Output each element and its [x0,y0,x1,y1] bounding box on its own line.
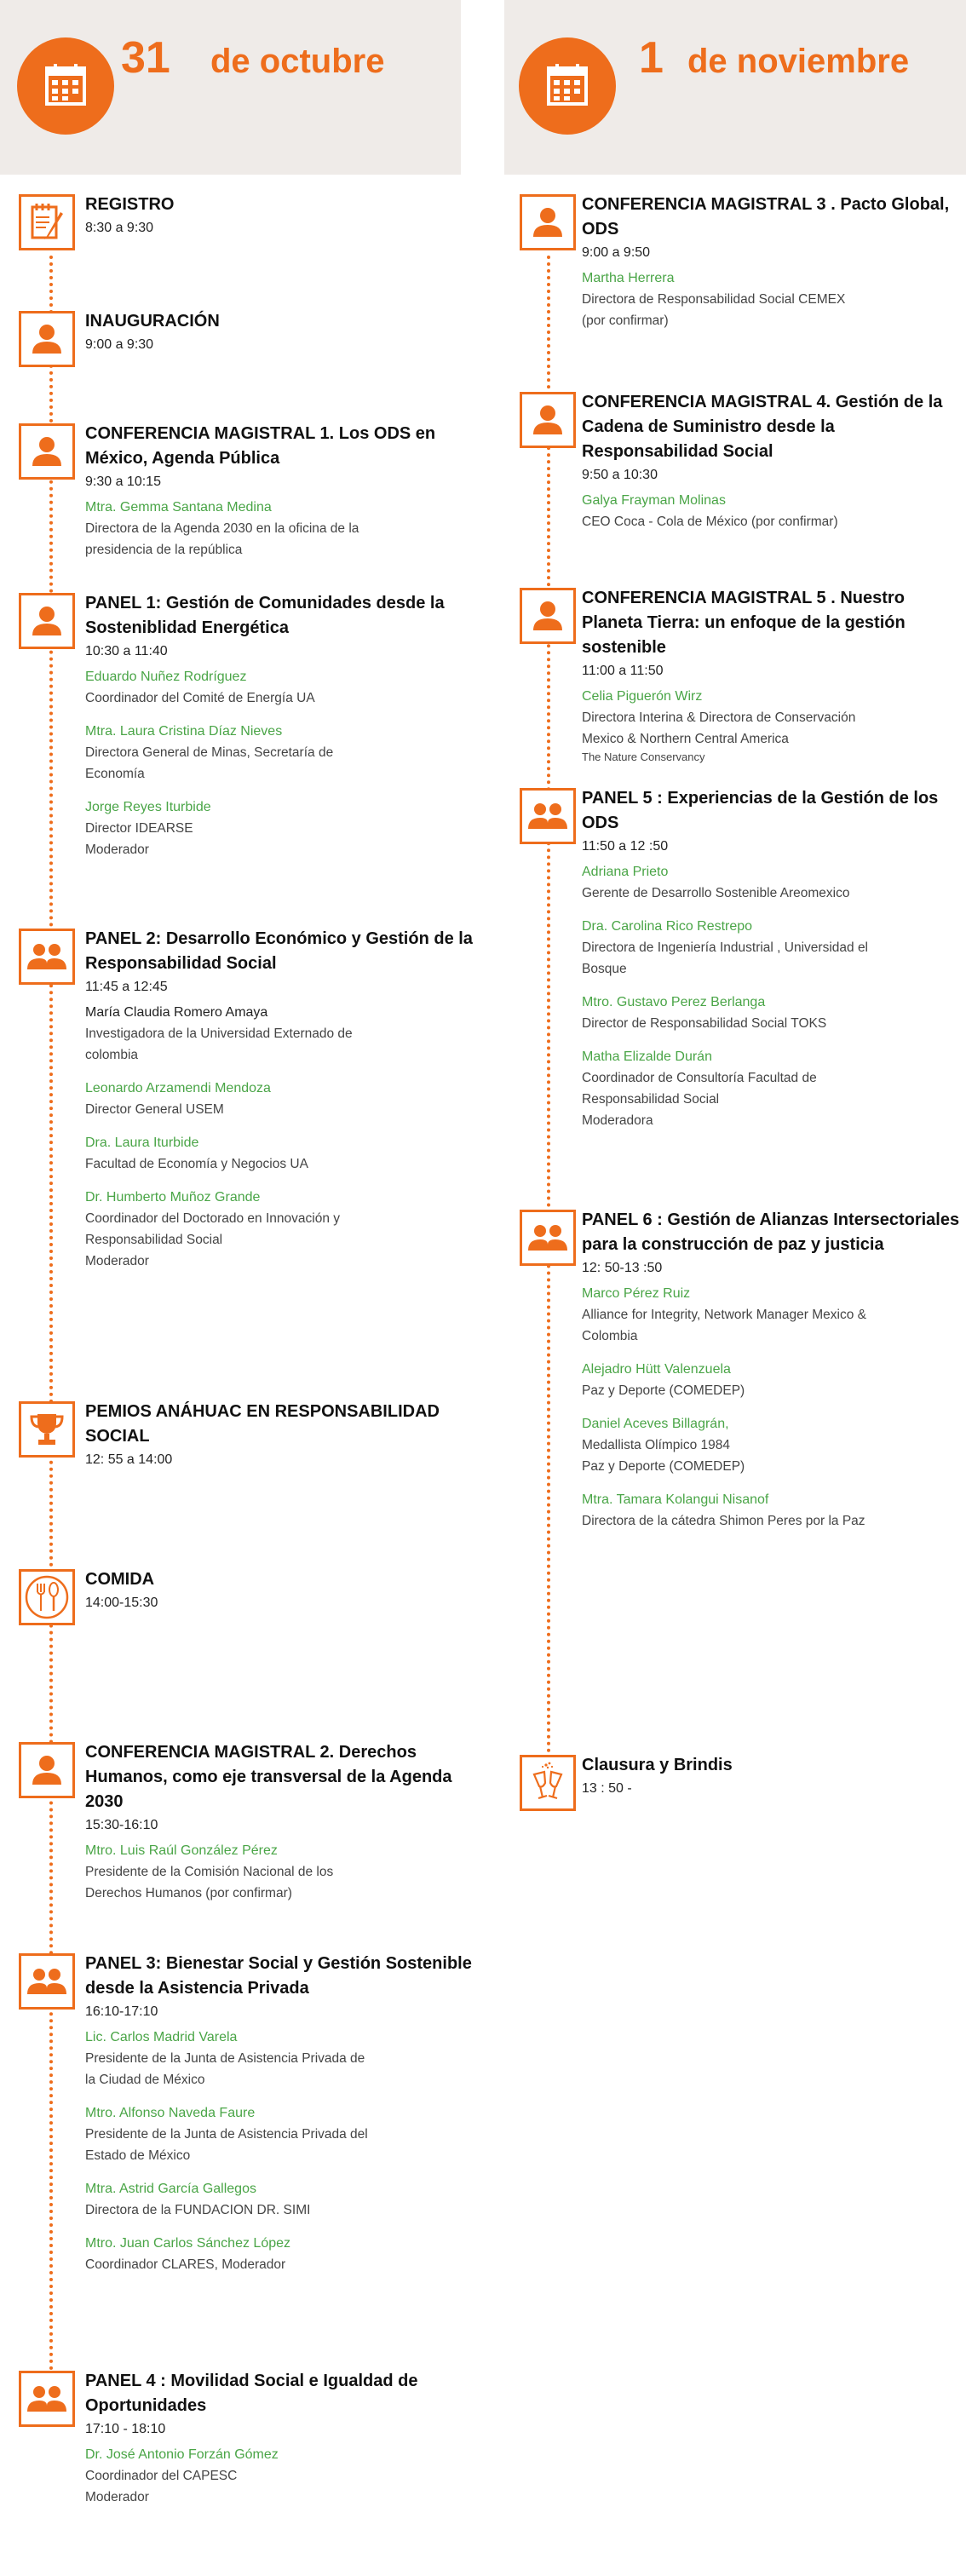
speaker [582,916,961,980]
event-time: 10:30 a 11:40 [85,644,168,658]
speaker-role: Directora de la Agenda 2030 en la oficina de la presidencia de la república [85,521,359,557]
speaker-name: Martha Herrera [582,271,675,285]
speaker-role: Paz y Deporte (COMEDEP) [582,1383,745,1398]
speaker [582,1283,961,1347]
event-details [582,193,961,331]
person-icon [19,593,75,649]
speaker-role: Directora de Responsabilidad Social CEMEX (por confirmar) [582,292,846,328]
speaker [85,2233,494,2275]
speaker-role: Coordinador de Consultoría Facultad de Responsabilidad Social Moderadora [582,1071,817,1128]
group-icon [520,788,576,844]
speaker [85,497,494,561]
speaker-role: Presidente de la Junta de Asistencia Privada del Estado de México [85,2127,368,2163]
speaker [85,666,494,709]
event-title: COMIDA [85,1570,155,1589]
event-time: 12: 50-13 :50 [582,1261,663,1275]
event-time: 9:00 a 9:50 [582,245,651,260]
speaker-role: Coordinador CLARES, Moderador [85,2257,286,2272]
speaker [582,686,961,765]
speaker [582,1046,961,1131]
event-time: 11:45 a 12:45 [85,980,168,994]
event-details [582,1208,961,1532]
group-icon [19,1953,75,2010]
event-time: 9:00 a 9:30 [85,337,154,352]
day1-timeline [49,256,53,2406]
speaker [582,861,961,904]
champagne-icon [520,1755,576,1811]
cutlery-icon [19,1569,75,1625]
speaker-name: Mtro. Alfonso Naveda Faure [85,2106,256,2120]
speaker-role: Presidente de la Comisión Nacional de los Derechos Humanos (por confirmar) [85,1865,334,1900]
event-time: 8:30 a 9:30 [85,221,154,235]
event-details [85,193,494,238]
speaker-role: Directora de Ingeniería Industrial , Universidad el Bosque [582,940,869,976]
speaker [85,2178,494,2221]
speaker-role: Director General USEM [85,1102,224,1117]
speaker [582,1489,961,1532]
event-time: 9:50 a 10:30 [582,468,658,482]
speaker-role: Coordinador del Comité de Energía UA [85,691,315,705]
day1-day: 31 [121,33,170,83]
calendar-icon [17,37,114,135]
speaker [582,992,961,1034]
speaker-name: Dr. José Antonio Forzán Gómez [85,2447,279,2462]
day1-month: de octubre [210,43,385,80]
speaker-name: Mtra. Astrid García Gallegos [85,2182,256,2196]
day1-header [0,0,461,175]
speaker [582,1359,961,1401]
notepad-icon [19,194,75,250]
speaker [582,1413,961,1477]
speaker [85,1840,494,1904]
event-details [582,786,961,1131]
group-icon [19,2371,75,2427]
event-details [85,1952,494,2275]
person-icon [19,423,75,480]
trophy-icon [19,1401,75,1458]
speaker [85,2027,494,2090]
speaker-name: Lic. Carlos Madrid Varela [85,2030,238,2044]
speaker-role: Medallista Olímpico 1984 Paz y Deporte (COMEDEP) [582,1438,745,1474]
speaker-role: Directora General de Minas, Secretaría de Economía [85,745,334,781]
event-title: PANEL 5 : Experiencias de la Gestión de los ODS [582,789,939,832]
speaker-name: Mtra. Laura Cristina Díaz Nieves [85,724,283,739]
speaker-name: Dra. Carolina Rico Restrepo [582,919,753,934]
event-title: PANEL 4 : Movilidad Social e Igualdad de Oportunidades [85,2372,418,2415]
speaker [85,1132,494,1175]
speaker-name: María Claudia Romero Amaya [85,1005,268,1020]
calendar-icon [519,37,616,135]
person-icon [19,311,75,367]
event-details [85,309,494,354]
event-time: 15:30-16:10 [85,1818,158,1832]
event-time: 13 : 50 - [582,1781,632,1796]
speaker-name: Mtra. Tamara Kolangui Nisanof [582,1492,769,1507]
event-title: REGISTRO [85,195,175,214]
speaker-name: Daniel Aceves Billagrán, [582,1417,729,1431]
speaker [582,490,961,532]
day2-header [504,0,966,175]
group-icon [19,929,75,985]
event-title: CONFERENCIA MAGISTRAL 3 . Pacto Global, ODS [582,195,950,239]
event-title: PANEL 6 : Gestión de Alianzas Intersectoriales para la construcción de paz y justicia [582,1210,960,1254]
event-title: CONFERENCIA MAGISTRAL 1. Los ODS en México, Agenda Pública [85,424,436,468]
speaker-name: Mtro. Gustavo Perez Berlanga [582,995,766,1009]
event-details [85,1567,494,1613]
speaker-name: Mtra. Gemma Santana Medina [85,500,272,515]
person-icon [19,1742,75,1798]
event-details [85,591,494,860]
event-title: CONFERENCIA MAGISTRAL 4. Gestión de la Cadena de Suministro desde la Responsabilidad Social [582,393,943,461]
speaker [85,1078,494,1120]
event-title: CONFERENCIA MAGISTRAL 2. Derechos Humanos, como eje transversal de la Agenda 2030 [85,1743,452,1811]
speaker [85,721,494,785]
speaker-role: Directora de la cátedra Shimon Peres por la Paz [582,1514,865,1528]
speaker-name: Eduardo Nuñez Rodríguez [85,670,247,684]
speaker [85,1002,494,1066]
event-time: 17:10 - 18:10 [85,2422,166,2436]
event-details [582,1753,961,1798]
speaker-name: Mtro. Juan Carlos Sánchez López [85,2236,291,2251]
event-title: PANEL 2: Desarrollo Económico y Gestión de la Responsabilidad Social [85,929,473,973]
event-time: 12: 55 a 14:00 [85,1452,173,1467]
speaker-role: Presidente de la Junta de Asistencia Privada de la Ciudad de México [85,2051,365,2087]
speaker-name: Mtro. Luis Raúl González Pérez [85,1843,278,1858]
speaker [85,2102,494,2166]
speaker-role: Coordinador del Doctorado en Innovación y Responsabilidad Social Moderador [85,1211,340,1268]
speaker-role: Coordinador del CAPESC Moderador [85,2469,238,2504]
event-time: 11:00 a 11:50 [582,664,664,678]
event-title: Clausura y Brindis [582,1756,733,1774]
event-details [85,2369,494,2508]
speaker-role: Directora Interina & Directora de Conservación Mexico & Northern Central America [582,710,856,746]
event-time: 16:10-17:10 [85,2004,158,2019]
event-details [582,586,961,765]
speaker-role: Investigadora de la Universidad Externado de colombia [85,1026,353,1062]
event-time: 14:00-15:30 [85,1596,158,1610]
day2-timeline [547,256,550,1768]
event-title: CONFERENCIA MAGISTRAL 5 . Nuestro Planeta Tierra: un enfoque de la gestión sostenible [582,589,906,657]
person-icon [520,588,576,644]
speaker-name: Alejadro Hütt Valenzuela [582,1362,731,1377]
speaker-role: Facultad de Economía y Negocios UA [85,1157,308,1171]
speaker-role: Director IDEARSE Moderador [85,821,193,857]
speaker-name: Adriana Prieto [582,865,669,879]
speaker-name: Celia Piguerón Wirz [582,689,703,704]
event-title: PEMIOS ANÁHUAC EN RESPONSABILIDAD SOCIAL [85,1402,440,1446]
event-title: PANEL 1: Gestión de Comunidades desde la Sosteniblidad Energética [85,594,445,637]
speaker-role: Gerente de Desarrollo Sostenible Areomexico [582,886,850,900]
speaker-name: Galya Frayman Molinas [582,493,726,508]
event-details [85,927,494,1272]
day2-day: 1 [639,33,664,83]
speaker [85,2444,494,2508]
speaker-name: Leonardo Arzamendi Mendoza [85,1081,271,1095]
speaker [85,796,494,860]
event-time: 11:50 a 12 :50 [582,839,669,854]
speaker-role: CEO Coca - Cola de México (por confirmar) [582,515,838,529]
person-icon [520,392,576,448]
event-title: INAUGURACIÓN [85,312,220,331]
speaker [582,267,961,331]
event-details [582,390,961,532]
speaker-name: Matha Elizalde Durán [582,1049,712,1064]
event-details [85,1740,494,1904]
event-title: PANEL 3: Bienestar Social y Gestión Sostenible desde la Asistencia Privada [85,1954,472,1998]
speaker-role: Director de Responsabilidad Social TOKS [582,1016,827,1031]
speaker-role: Directora de la FUNDACION DR. SIMI [85,2203,311,2217]
speaker-role: Alliance for Integrity, Network Manager Mexico & Colombia [582,1308,866,1343]
speaker-name: Jorge Reyes Iturbide [85,800,211,814]
event-details [85,422,494,561]
person-icon [520,194,576,250]
speaker-name: Dr. Humberto Muñoz Grande [85,1190,261,1205]
event-time: 9:30 a 10:15 [85,474,161,489]
day2-month: de noviembre [687,43,910,80]
speaker-name: Dra. Laura Iturbide [85,1136,199,1150]
speaker-name: Marco Pérez Ruiz [582,1286,691,1301]
speaker-organization: The Nature Conservancy [582,750,705,763]
speaker [85,1187,494,1272]
event-details [85,1400,494,1469]
group-icon [520,1210,576,1266]
